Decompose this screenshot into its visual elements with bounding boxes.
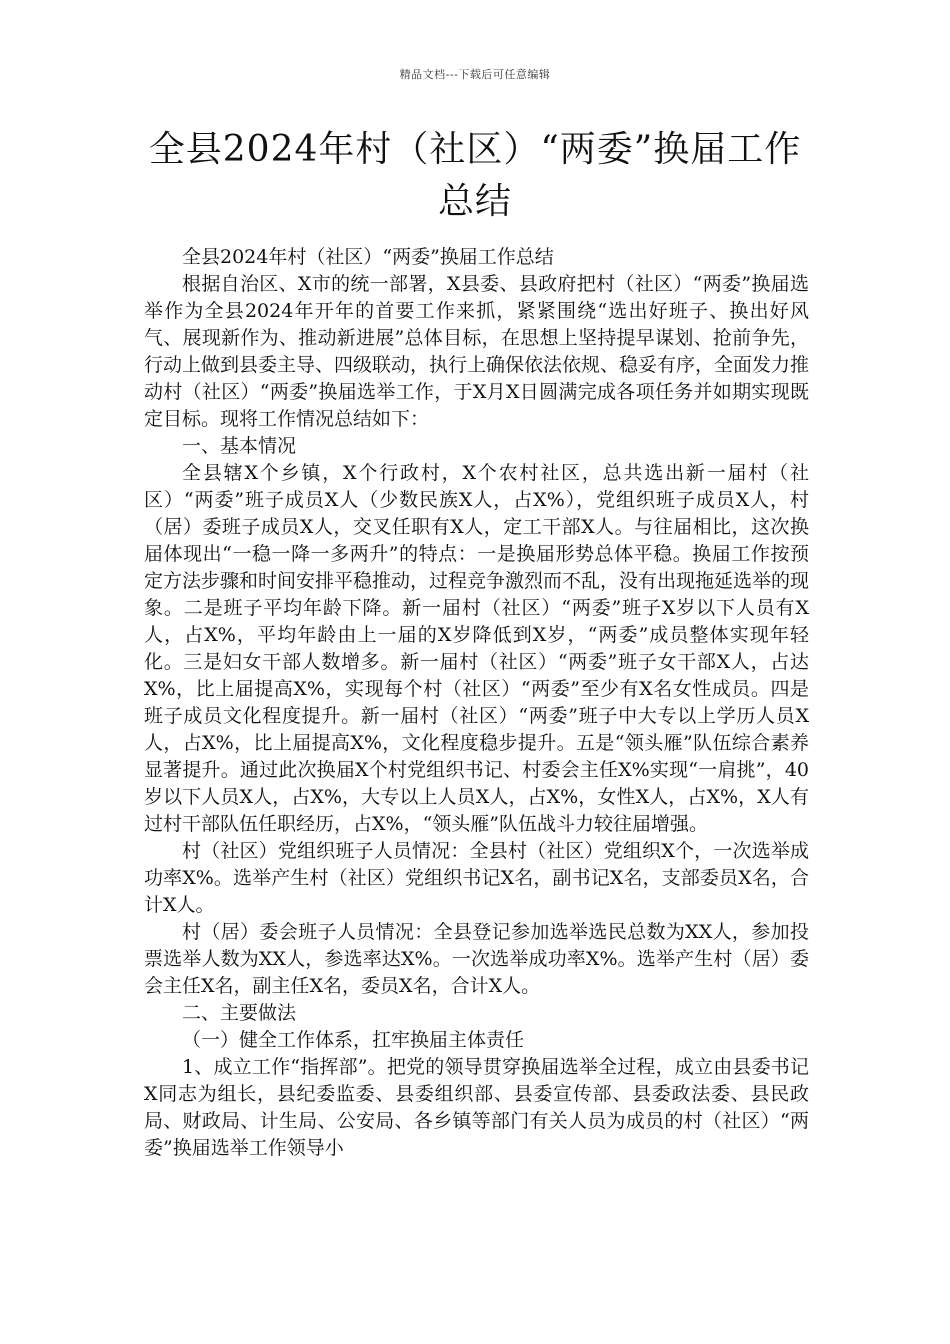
party-organization-paragraph: 村（社区）党组织班子人员情况：全县村（社区）党组织X个，一次选举成功率X%。选举产生村（社区）党组织书记X名，副书记X名，支部委员X名，合计X人。 (144, 840, 809, 916)
document-title-line-2: 总结 (437, 181, 512, 222)
intro-paragraph: 根据自治区、X市的统一部署，X县委、县政府把村（社区）“两委”换届选举作为全县2024年开年的首要工作来抓，紧紧围绕“选出好班子、换出好风气、展现新作为、推动新进展”总体目标，在思想上坚持提早谋划、抢前争先，行动上做到县委主导、四级联动，执行上确保依法依规、稳妥有序，全面发力推动村（社区）“两委”换届选举工作，于X月X日圆满完成各项任务并如期实现既定目标。现将工作情况总结如下： (144, 273, 810, 430)
command-center-paragraph: 1、成立工作“指挥部”。把党的领导贯穿换届选举全过程，成立由县委书记X同志为组长，县纪委监委、县委组织部、县委宣传部、县委政法委、县民政局、财政局、计生局、公安局、各乡镇等部门有关人员为成员的村（社区）“两委”换届选举工作领导小 (144, 1056, 809, 1159)
document-subtitle: 全县2024年村（社区）“两委”换届工作总结 (182, 246, 554, 268)
document-title (120, 124, 830, 228)
document-body (144, 244, 809, 1162)
document-title-line-1: 全县2024年村（社区）“两委”换届工作 (148, 129, 802, 170)
basic-situation-paragraph: 全县辖X个乡镇，X个行政村，X个农村社区，总共选出新一届村（社区）“两委”班子成员X人（少数民族X人，占X%），党组织班子成员X人，村（居）委班子成员X人，交叉任职有X人，定工干部X人。与往届相比，这次换届体现出“一稳一降一多两升”的特点：一是换届形势总体平稳。换届工作按预定方法步骤和时间安排平稳推动，过程竞争激烈而不乱，没有出现拖延选举的现象。二是班子平均年龄下降。新一届村（社区）“两委”班子X岁以下人员有X人，占X%，平均年龄由上一届的X岁降低到X岁，“两委”成员整体实现年轻化。三是妇女干部人数增多。新一届村（社区）“两委”班子女干部X人，占达X%，比上届提高X%，实现每个村（社区）“两委”至少有X名女性成员。四是班子成员文化程度提升。新一届村（社区）“两委”班子中大专以上学历人员X人，占X%，比上届提高X%，文化程度稳步提升。五是“领头雁”队伍综合素养显著提升。通过此次换届X个村党组织书记、村委会主任X%实现“一肩挑”，40岁以下人员X人，占X%，大专以上人员X人，占X%，女性X人，占X%，X人有过村干部队伍任职经历，占X%，“领头雁”队伍战斗力较往届增强。 (144, 462, 810, 835)
page-header-note: 精品文档---下载后可任意编辑 (399, 68, 551, 81)
subsection-heading-work-system: （一）健全工作体系，扛牢换届主体责任 (182, 1029, 525, 1051)
section-heading-basic-situation: 一、基本情况 (182, 435, 297, 457)
village-committee-paragraph: 村（居）委会班子人员情况：全县登记参加选举选民总数为XX人，参加投票选举人数为XX人，参选率达X%。一次选举成功率X%。选举产生村（居）委会主任X名，副主任X名，委员X名，合计X人。 (144, 921, 809, 997)
section-heading-main-practices: 二、主要做法 (182, 1002, 297, 1024)
